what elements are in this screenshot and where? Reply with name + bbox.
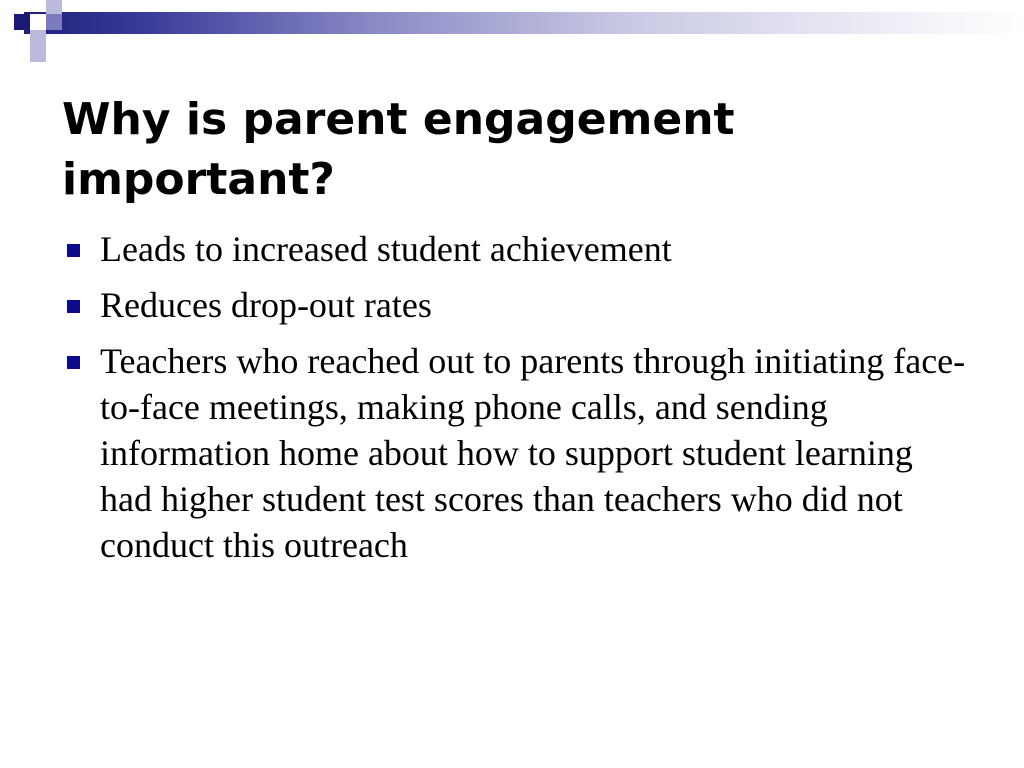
bullet-item — [62, 282, 972, 328]
decor-square — [30, 30, 46, 46]
bullet-list — [62, 226, 972, 578]
bullet-text: Reduces drop-out rates — [100, 285, 432, 325]
header-gradient-band — [24, 12, 1024, 34]
bullet-text: Teachers who reached out to parents through initiating face-to-face meetings, making phone calls, and sending information home about how to support student learning had higher student test scores than teachers who did not conduct this outreach — [100, 341, 966, 565]
decor-square — [46, 14, 62, 30]
square-bullet-icon — [67, 244, 80, 257]
slide-title: Why is parent engagement important? — [62, 94, 735, 205]
decor-square — [30, 14, 46, 30]
square-bullet-icon — [67, 300, 80, 313]
bullet-item — [62, 338, 972, 568]
decor-square — [14, 14, 30, 30]
square-bullet-icon — [67, 356, 80, 369]
bullet-text: Leads to increased student achievement — [100, 229, 672, 269]
bullet-item — [62, 226, 972, 272]
decor-square — [30, 46, 46, 62]
